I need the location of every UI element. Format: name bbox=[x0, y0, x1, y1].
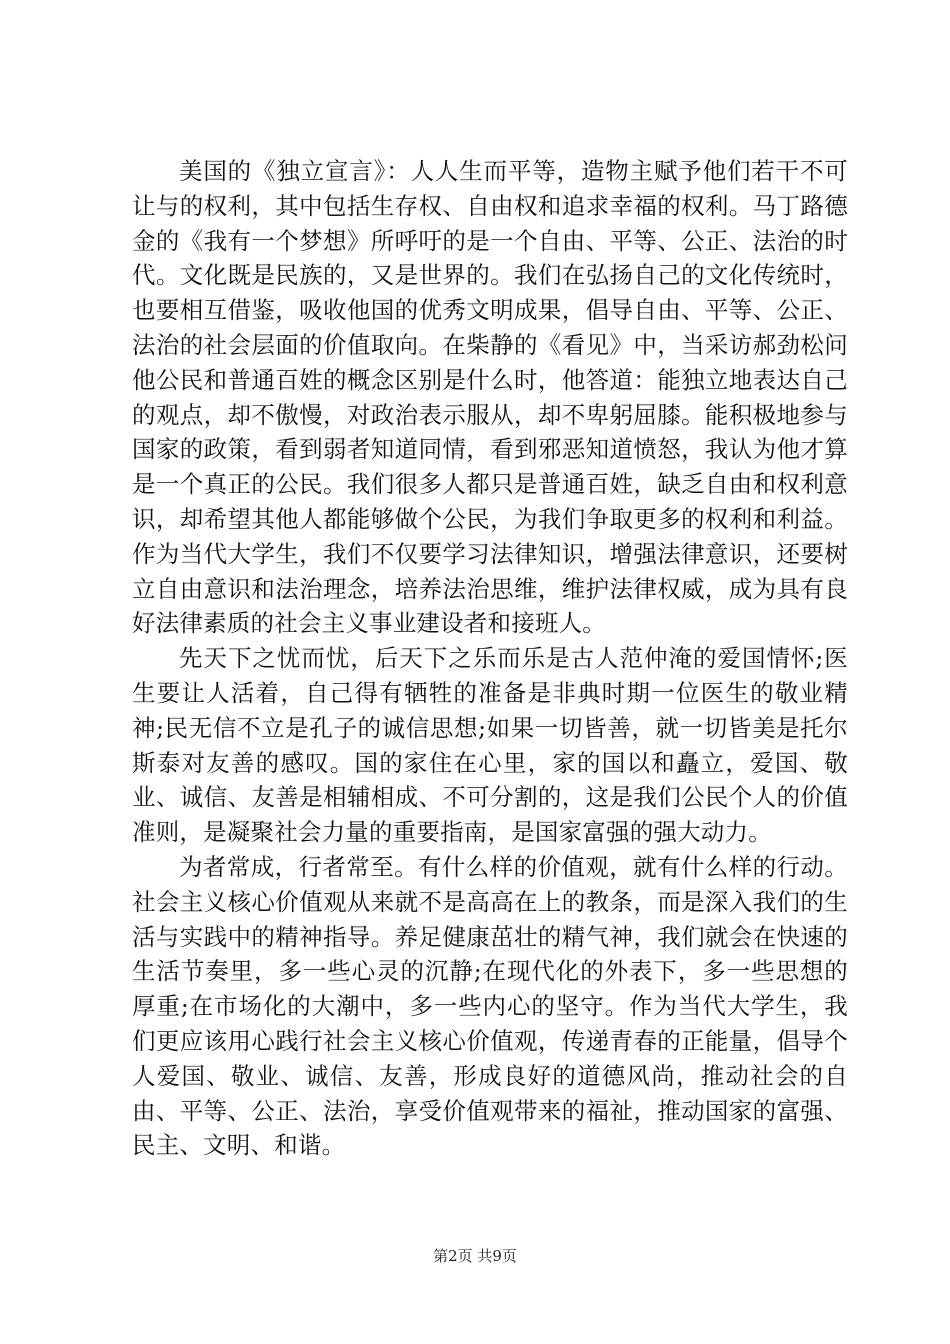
document-body bbox=[132, 154, 848, 1163]
paragraph-3: 为者常成，行者常至。有什么样的价值观，就有什么样的行动。社会主义核心价值观从来就不是高高在上的教条，而是深入我们的生活与实践中的精神指导。养足健康茁壮的精气神，我们就会在快速的生活节奏里，多一些心灵的沉静;在现代化的外表下，多一些思想的厚重;在市场化的大潮中，多一些内心的坚守。作为当代大学生，我们更应该用心践行社会主义核心价值观，传递青春的正能量，倡导个人爱国、敬业、诚信、友善，形成良好的道德风尚，推动社会的自由、平等、公正、法治，享受价值观带来的福祉，推动国家的富强、民主、文明、和谐。 bbox=[132, 852, 848, 1160]
page-number-footer: 第2页 共9页 bbox=[433, 1247, 517, 1265]
paragraph-1: 美国的《独立宣言》：人人生而平等，造物主赋予他们若干不可让与的权利，其中包括生存权、自由权和追求幸福的权利。马丁路德金的《我有一个梦想》所呼吁的是一个自由、平等、公正、法治的时代。文化既是民族的，又是世界的。我们在弘扬自己的文化传统时，也要相互借鉴，吸收他国的优秀文明成果，倡导自由、平等、公正、法治的社会层面的价值取向。在柴静的《看见》中，当采访郝劲松问他公民和普通百姓的概念区别是什么时，他答道：能独立地表达自己的观点，却不傲慢，对政治表示服从，却不卑躬屈膝。能积极地参与国家的政策，看到弱者知道同情，看到邪恶知道愤怒，我认为他才算是一个真正的公民。我们很多人都只是普通百姓，缺乏自由和权利意识，却希望其他人都能够做个公民，为我们争取更多的权利和利益。作为当代大学生，我们不仅要学习法律知识，增强法律意识，还要树立自由意识和法治理念，培养法治思维，维护法律权威，成为具有良好法律素质的社会主义事业建设者和接班人。 bbox=[132, 157, 848, 638]
paragraph-2: 先天下之忧而忧，后天下之乐而乐是古人范仲淹的爱国情怀;医生要让人活着，自己得有牺牲的准备是非典时期一位医生的敬业精神;民无信不立是孔子的诚信思想;如果一切皆善，就一切皆美是托尔斯泰对友善的感叹。国的家住在心里，家的国以和矗立，爱国、敬业、诚信、友善是相辅相成、不可分割的，这是我们公民个人的价值准则，是凝聚社会力量的重要指南，是国家富强的强大动力。 bbox=[132, 644, 848, 847]
